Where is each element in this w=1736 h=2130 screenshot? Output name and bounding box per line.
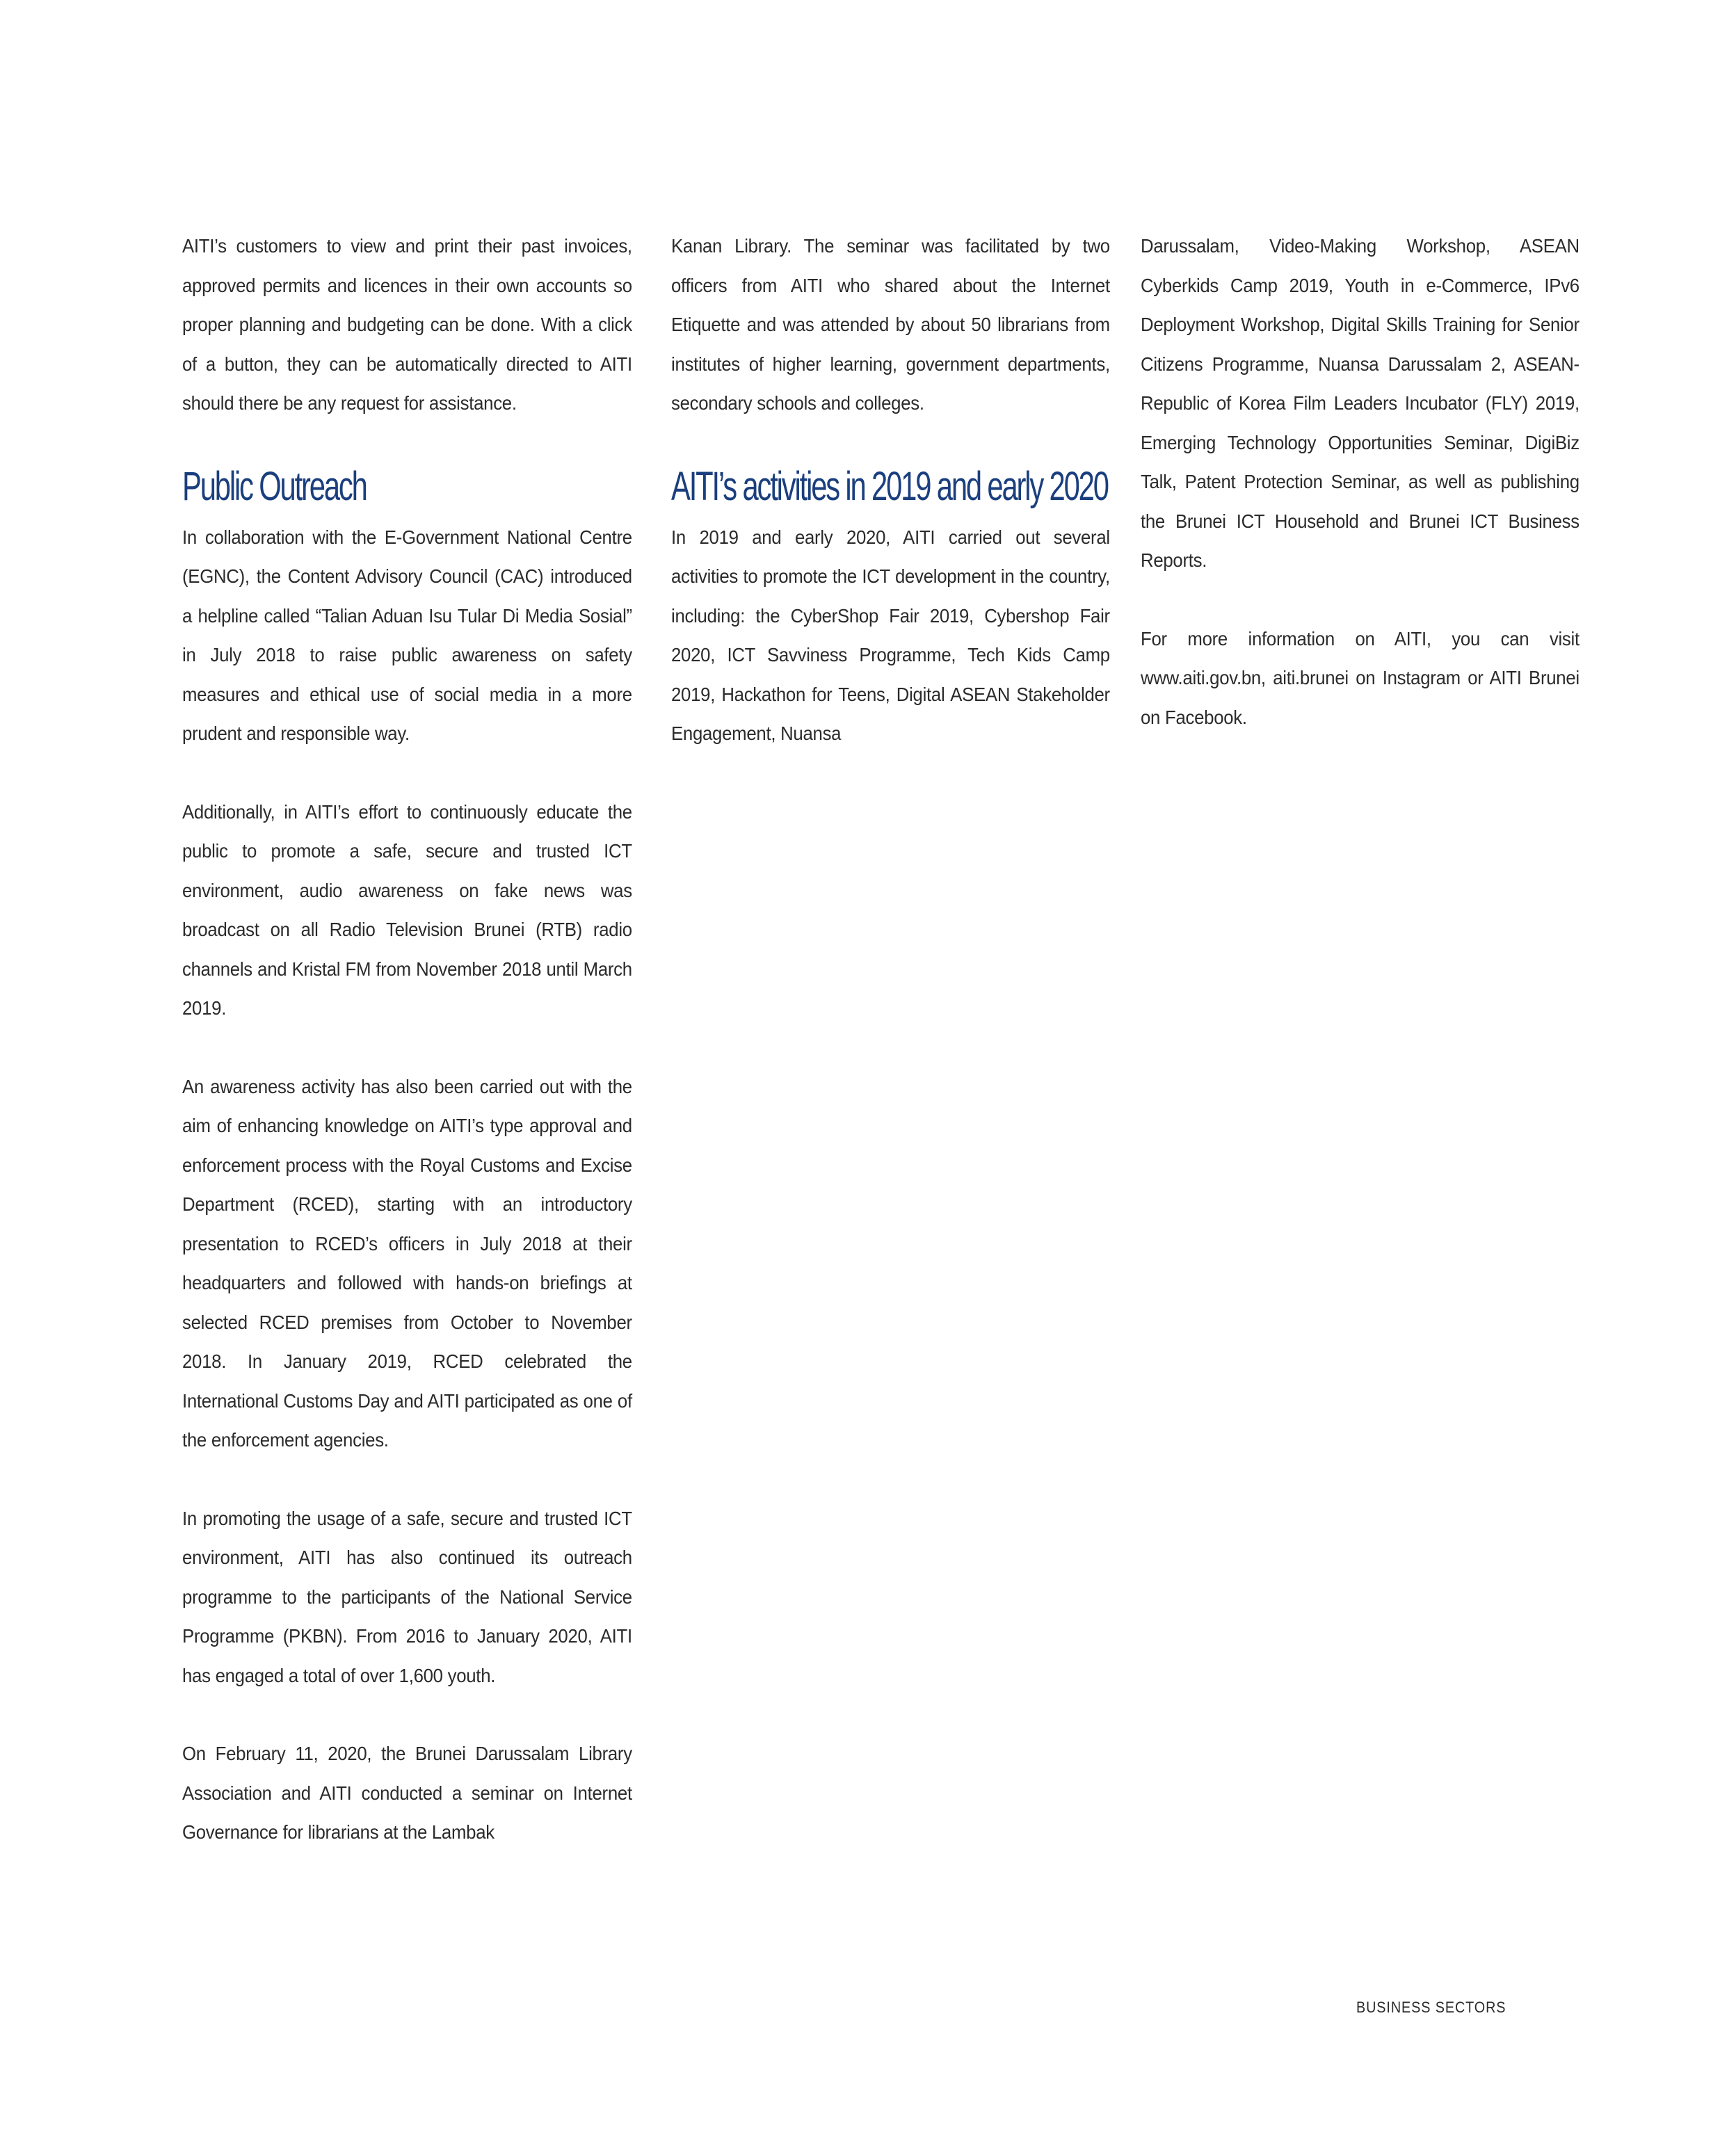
paragraph: AITI’s customers to view and print their past invoices, approved permits and licences in their own accounts so proper planning and budgeting can be done. With a click of a button, they can be automatically directed to AITI should there be any request for assistance.: [182, 235, 632, 414]
paragraph: In 2019 and early 2020, AITI carried out several activities to promote the ICT development in the country, including: the CyberShop Fair 2019, Cybershop Fair 2020, ICT Savviness Programme, Tech Kids Camp 2019, Hackathon for Teens, Digital ASEAN Stakeholder Engagement, Nuansa: [671, 526, 1110, 744]
paragraph: In promoting the usage of a safe, secure and trusted ICT environment, AITI has also continued its outreach programme to the participants of the National Service Programme (PKBN). From 2016 to January 2020, AITI has engaged a total of over 1,600 youth.: [182, 1507, 632, 1686]
paragraph: Kanan Library. The seminar was facilitated by two officers from AITI who shared about the Internet Etiquette and was attended by about 50 librarians from institutes of higher learning, government departments, secondary schools and colleges.: [671, 235, 1110, 414]
column-3: [1141, 227, 1580, 776]
section-heading-public-outreach: Public Outreach: [182, 463, 367, 509]
page-footer-section-label: BUSINESS SECTORS: [1356, 1999, 1506, 2016]
section-heading-activities: AITI’s activities in 2019 and early 2020: [671, 463, 1108, 509]
paragraph: Additionally, in AITI’s effort to continuously educate the public to promote a safe, secure and trusted ICT environment, audio awareness on fake news was broadcast on all Radio Television Brunei (RTB) radio channels and Kristal FM from November 2018 until March 2019.: [182, 800, 632, 1019]
column-2: [671, 227, 1111, 793]
paragraph: Darussalam, Video-Making Workshop, ASEAN Cyberkids Camp 2019, Youth in e-Commerce, IPv6 Deployment Workshop, Digital Skills Training for Senior Citizens Programme, Nuansa Darussalam 2, ASEAN-Republic of Korea Film Leaders Incubator (FLY) 2019, Emerging Technology Opportunities Seminar, DigiBiz Talk, Patent Protection Seminar, as well as publishing the Brunei ICT Household and Brunei ICT Business Reports.: [1141, 235, 1580, 571]
paragraph-contact-info: For more information on AITI, you can visit www.aiti.gov.bn, aiti.brunei on Instagram or AITI Brunei on Facebook.: [1141, 627, 1580, 728]
paragraph: On February 11, 2020, the Brunei Darussalam Library Association and AITI conducted a seminar on Internet Governance for librarians at the Lambak: [182, 1743, 632, 1843]
paragraph: In collaboration with the E-Government National Centre (EGNC), the Content Advisory Council (CAC) introduced a helpline called “Talian Aduan Isu Tular Di Media Sosial” in July 2018 to raise public awareness on safety measures and ethical use of social media in a more prudent and responsible way.: [182, 526, 632, 744]
column-1: [182, 227, 633, 1891]
paragraph: An awareness activity has also been carried out with the aim of enhancing knowledge on AITI’s type approval and enforcement process with the Royal Customs and Excise Department (RCED), starting with an introductory presentation to RCED’s officers in July 2018 at their headquarters and followed with hands-on briefings at selected RCED premises from October to November 2018. In January 2019, RCED celebrated the International Customs Day and AITI participated as one of the enforcement agencies.: [182, 1075, 632, 1451]
